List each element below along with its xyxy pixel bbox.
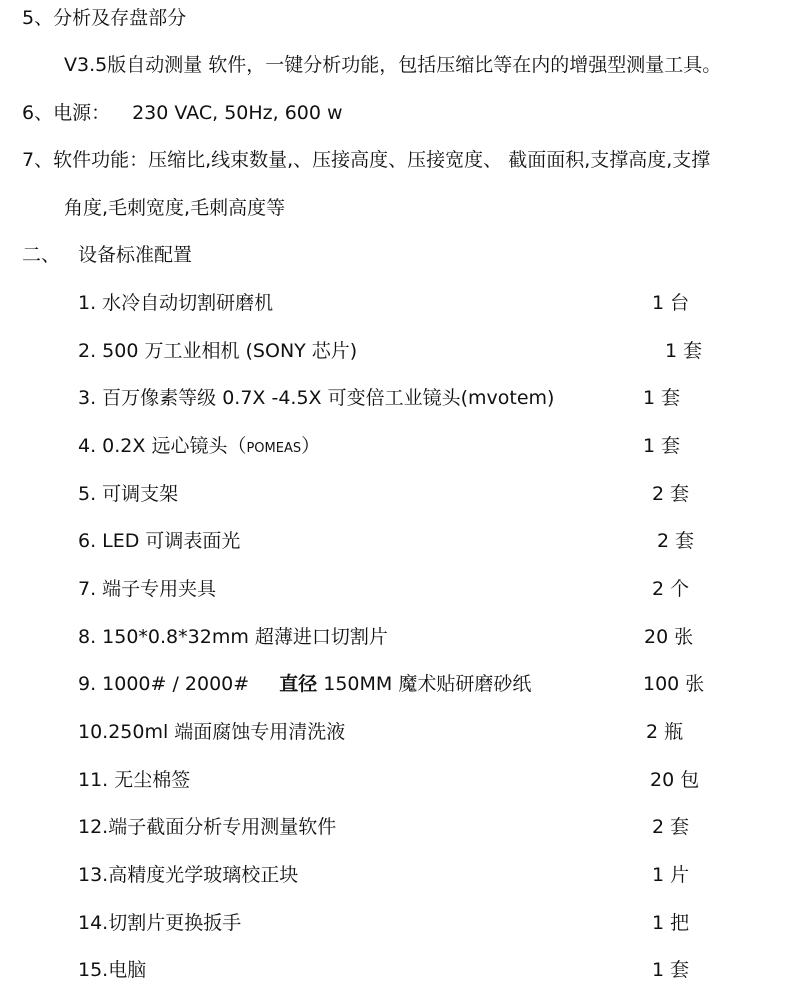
list-item-name: 4. 0.2X 远心镜头（POMEAS） xyxy=(78,435,321,457)
list-item-name: 9. 1000# / 2000# 直径 150MM 魔术贴研磨砂纸 xyxy=(78,673,532,695)
list-item-name: 13.高精度光学玻璃校正块 xyxy=(78,864,299,886)
list-item-name: 14.切割片更换扳手 xyxy=(78,912,242,934)
list-item-name: 10.250ml 端面腐蚀专用清洗液 xyxy=(78,721,346,743)
list-item-name: 11. 无尘棉签 xyxy=(78,769,191,791)
list-item-name: 1. 水冷自动切割研磨机 xyxy=(78,292,274,314)
section-5-description: V3.5版自动测量 软件，一键分析功能，包括压缩比等在内的增强型测量工具。 xyxy=(64,54,722,76)
list-item-qty: 1 把 xyxy=(652,912,690,934)
list-item-name: 3. 百万像素等级 0.7X -4.5X 可变倍工业镜头(mvotem) xyxy=(78,387,555,409)
list-item-qty: 2 套 xyxy=(652,816,690,838)
power-value: 230 VAC, 50Hz, 600 w xyxy=(132,102,343,124)
list-item-qty: 1 套 xyxy=(665,340,703,362)
list-item-name: 2. 500 万工业相机 (SONY 芯片) xyxy=(78,340,358,362)
section-2-number: 二、 xyxy=(22,244,61,266)
section-2-title: 设备标准配置 xyxy=(78,244,193,266)
list-item-qty: 2 套 xyxy=(657,530,695,552)
list-item-name: 8. 150*0.8*32mm 超薄进口切割片 xyxy=(78,626,388,648)
list-item-qty: 2 瓶 xyxy=(646,721,684,743)
list-item-qty: 1 片 xyxy=(652,864,690,886)
list-item-qty: 1 套 xyxy=(643,387,681,409)
list-item-qty: 1 套 xyxy=(643,435,681,457)
list-item-name: 6. LED 可调表面光 xyxy=(78,530,241,552)
list-item-qty: 2 个 xyxy=(652,578,690,600)
section-5-heading: 5、分析及存盘部分 xyxy=(22,7,187,29)
list-item-qty: 20 包 xyxy=(650,769,700,791)
list-item-name: 15.电脑 xyxy=(78,959,147,981)
section-6-heading xyxy=(22,100,343,126)
section-7-continuation: 角度,毛刺宽度,毛刺高度等 xyxy=(64,197,286,219)
list-item-qty: 100 张 xyxy=(643,673,705,695)
section-7-heading: 7、软件功能：压缩比,线束数量,、压接高度、压接宽度、 截面面积,支撑高度,支撑 xyxy=(22,149,711,171)
list-item-qty: 20 张 xyxy=(644,626,694,648)
list-item-qty: 1 台 xyxy=(652,292,690,314)
list-item-qty: 2 套 xyxy=(652,483,690,505)
list-item-qty: 1 套 xyxy=(652,959,690,981)
list-item-name: 5. 可调支架 xyxy=(78,483,179,505)
list-item-name: 12.端子截面分析专用测量软件 xyxy=(78,816,337,838)
list-item-name: 7. 端子专用夹具 xyxy=(78,578,217,600)
section-2-heading xyxy=(22,242,192,268)
power-label: 6、电源： xyxy=(22,102,111,124)
